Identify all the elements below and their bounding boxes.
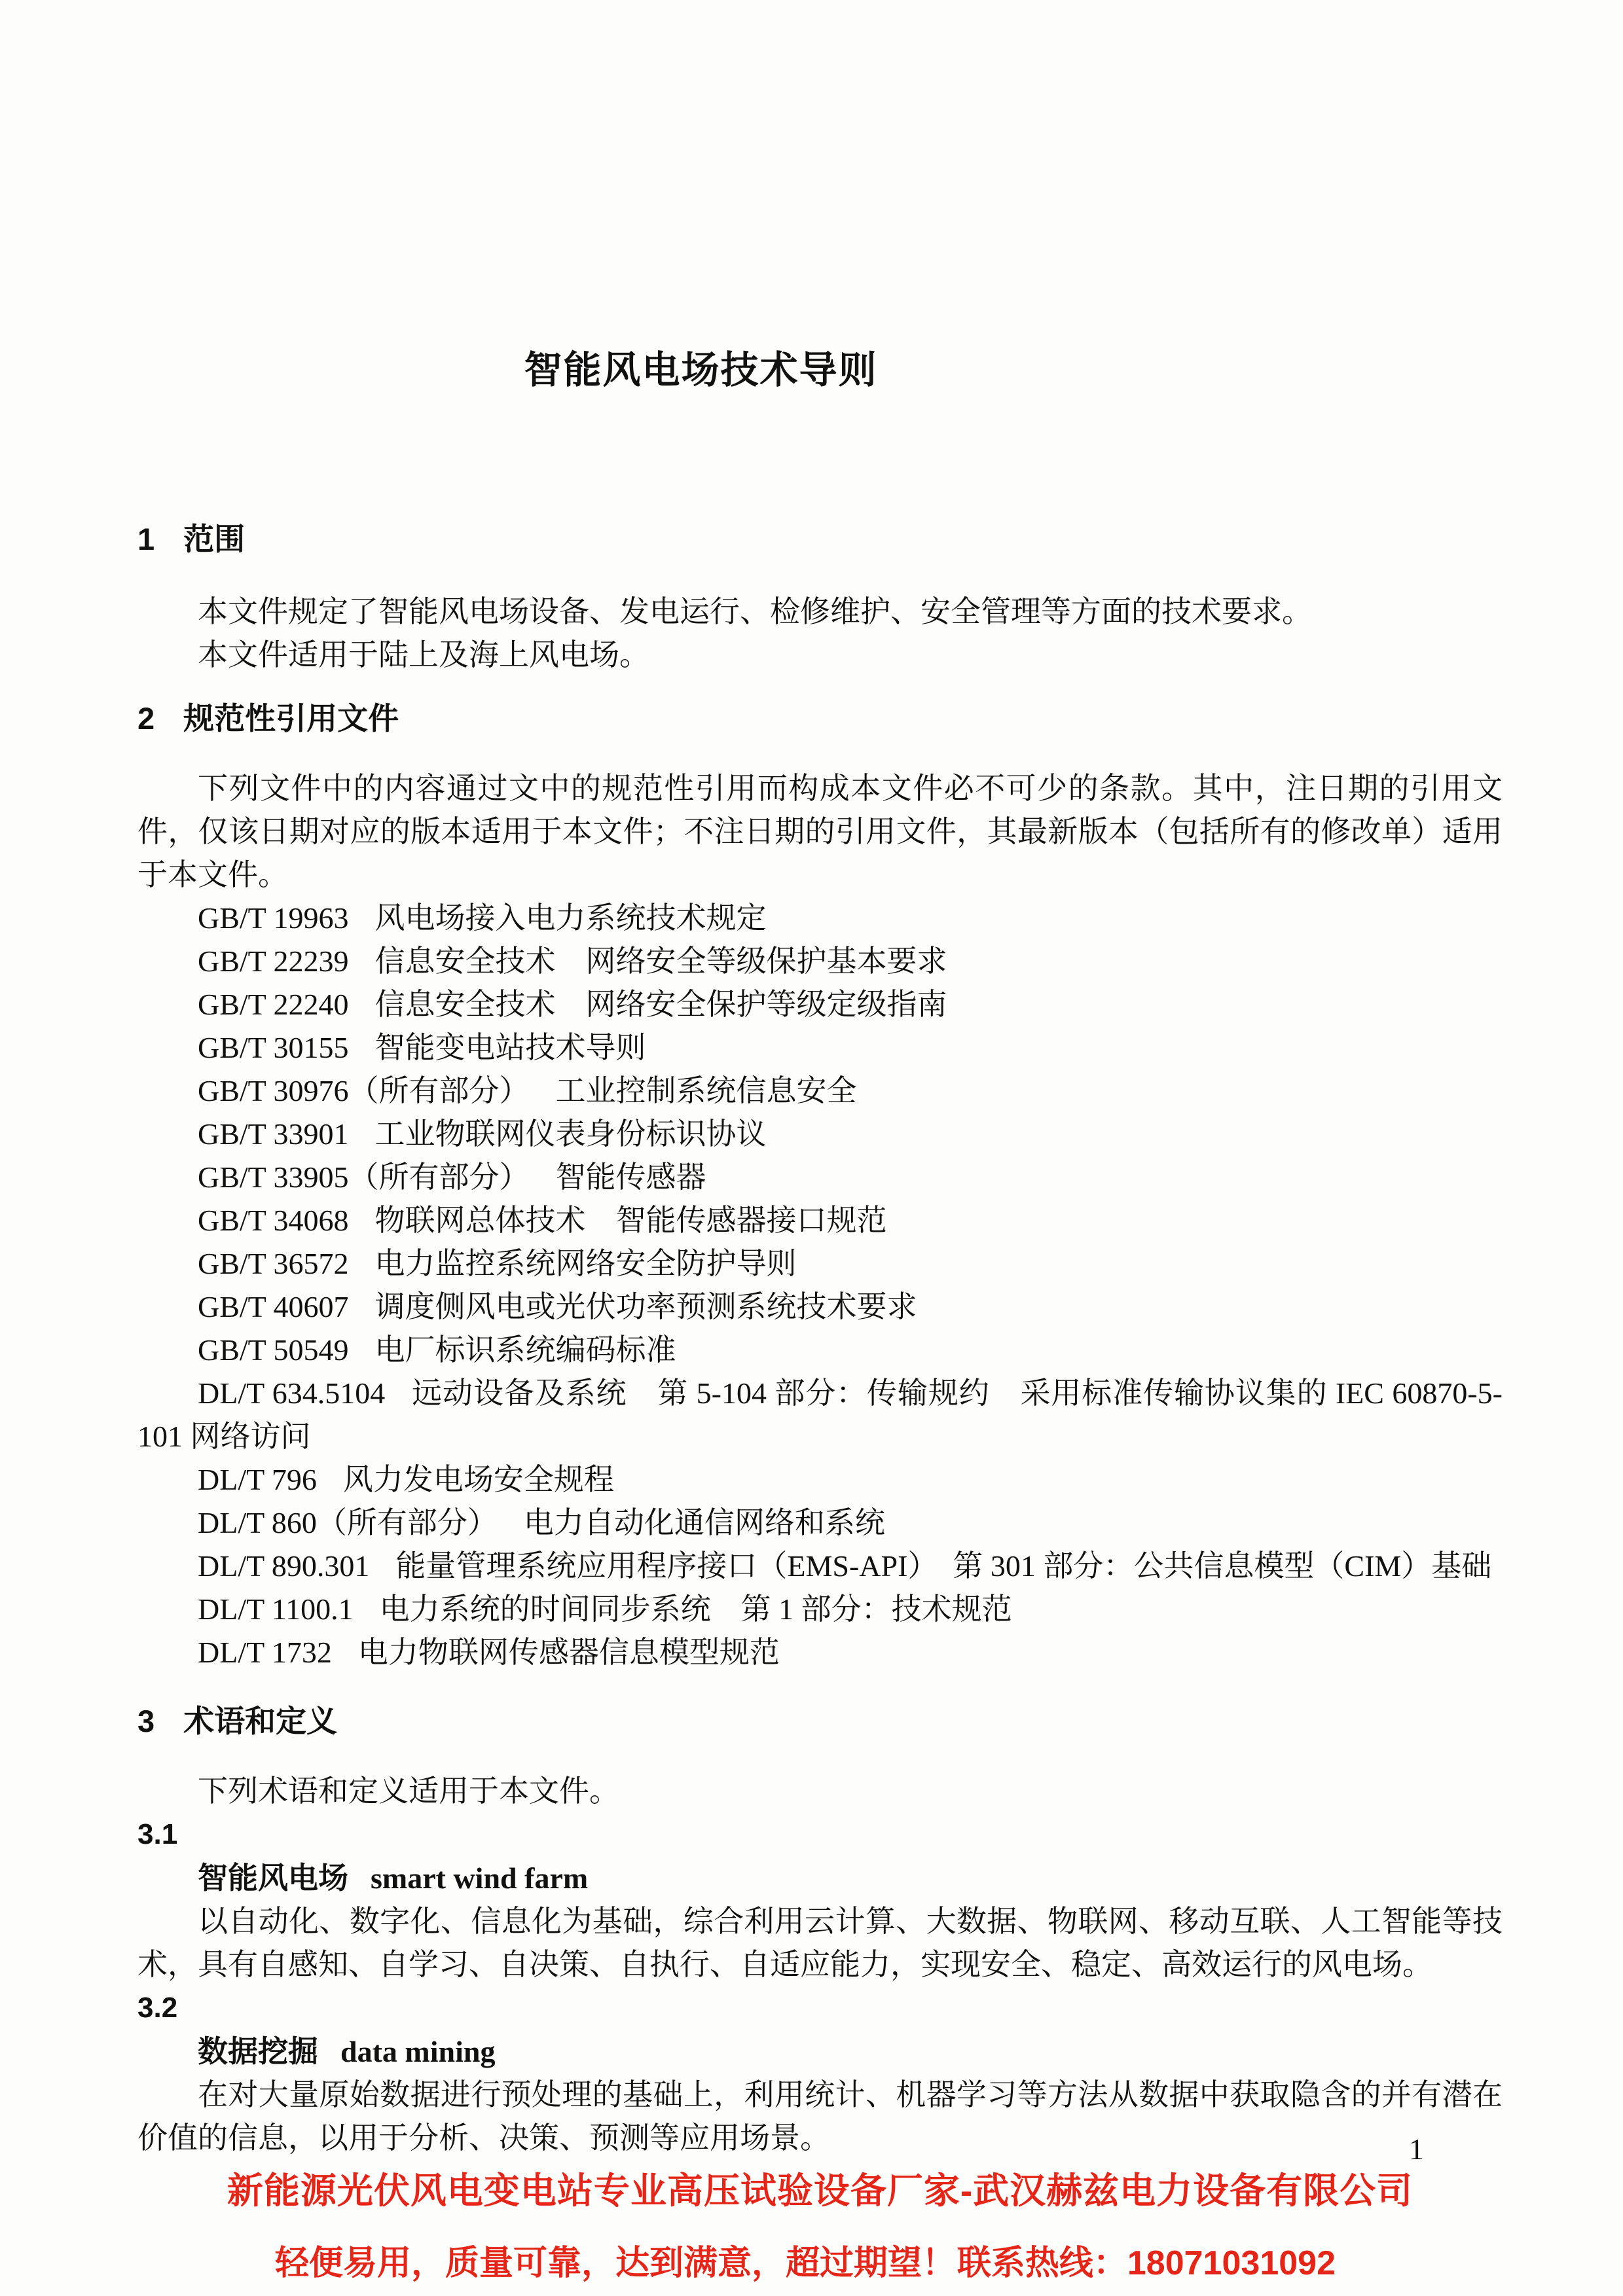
section-2-number: 2 — [137, 701, 155, 736]
footer-hotline: 联系热线：18071031092 — [957, 2244, 1336, 2282]
paragraph: 本文件规定了智能风电场设备、发电运行、检修维护、安全管理等方面的技术要求。 — [198, 595, 1312, 628]
section-1-number: 1 — [137, 522, 155, 556]
reference-item — [137, 1329, 1503, 1372]
reference-code: GB/T 30976（所有部分） — [198, 1074, 530, 1107]
term-3-1-name — [137, 1856, 1503, 1900]
reference-code: DL/T 634.5104 — [198, 1376, 386, 1410]
reference-code: GB/T 34068 — [198, 1204, 349, 1237]
reference-title: 调度侧风电或光伏功率预测系统技术要求 — [374, 1290, 917, 1323]
term-zh-label: 数据挖掘 — [198, 2034, 318, 2068]
reference-title: 工业物联网仪表身份标识协议 — [374, 1117, 767, 1151]
reference-title: 信息安全技术 网络安全保护等级定级指南 — [374, 988, 947, 1021]
term-3-2-definition: 在对大量原始数据进行预处理的基础上，利用统计、机器学习等方法从数据中获取隐含的并有潜在价值的信息，以用于分析、决策、预测等应用场景。 — [137, 2078, 1503, 2155]
reference-code: DL/T 796 — [198, 1463, 317, 1496]
reference-item — [137, 1242, 1503, 1285]
term-en-label: smart wind farm — [371, 1861, 589, 1895]
section-2-title: 规范性引用文件 — [183, 701, 399, 736]
reference-code: DL/T 1100.1 — [198, 1592, 354, 1626]
term-3-1-definition: 以自动化、数字化、信息化为基础，综合利用云计算、大数据、物联网、移动互联、人工智能等技术，具有自感知、自学习、自决策、自执行、自适应能力，实现安全、稳定、高效运行的风电场。 — [137, 1905, 1503, 1981]
reference-item — [137, 1069, 1503, 1113]
reference-title: 电力系统的时间同步系统 第 1 部分：技术规范 — [379, 1592, 1012, 1626]
term-3-2-number: 3.2 — [137, 1992, 178, 2024]
section-3-intro: 下列术语和定义适用于本文件。 — [198, 1774, 619, 1808]
reference-title: 风力发电场安全规程 — [342, 1463, 614, 1496]
term-3-2-name — [137, 2030, 1503, 2073]
section-3-heading — [137, 1703, 1503, 1740]
reference-title: 能量管理系统应用程序接口（EMS-API） 第 301 部分：公共信息模型（CIM）基础 — [395, 1549, 1492, 1583]
reference-title: 工业控制系统信息安全 — [555, 1074, 857, 1107]
reference-title: 电力监控系统网络安全防护导则 — [374, 1247, 797, 1280]
reference-item — [137, 1501, 1503, 1545]
reference-item — [137, 1199, 1503, 1242]
reference-code: DL/T 890.301 — [198, 1549, 370, 1583]
reference-title: 物联网总体技术 智能传感器接口规范 — [374, 1204, 887, 1237]
reference-code: GB/T 22240 — [198, 988, 349, 1021]
reference-title: 智能变电站技术导则 — [374, 1031, 646, 1064]
reference-code: GB/T 19963 — [198, 901, 349, 935]
section-1-content — [137, 590, 1503, 677]
reference-code: GB/T 40607 — [198, 1290, 349, 1323]
reference-code: GB/T 30155 — [198, 1031, 349, 1064]
reference-title: 风电场接入电力系统技术规定 — [374, 901, 767, 935]
reference-title: 电厂标识系统编码标准 — [374, 1333, 676, 1367]
section-2-intro: 下列文件中的内容通过文中的规范性引用而构成本文件必不可少的条款。其中，注日期的引用文件，仅该日期对应的版本适用于本文件；不注日期的引用文件，其最新版本（包括所有的修改单）适用于本文件。 — [137, 772, 1503, 891]
reference-title: 智能传感器 — [555, 1160, 706, 1194]
page-title: 智能风电场技术导则 — [524, 349, 878, 391]
reference-code: DL/T 860（所有部分） — [198, 1506, 498, 1539]
reference-item — [137, 940, 1503, 983]
term-en-label: data mining — [340, 2035, 496, 2068]
section-2-heading — [137, 700, 1503, 737]
reference-code: GB/T 50549 — [198, 1333, 349, 1367]
paragraph: 本文件适用于陆上及海上风电场。 — [198, 638, 649, 672]
reference-title: 电力物联网传感器信息模型规范 — [357, 1636, 780, 1669]
reference-item — [137, 897, 1503, 940]
reference-item — [137, 983, 1503, 1026]
section-3-number: 3 — [137, 1704, 155, 1738]
footer-slogan: 轻便易用，质量可靠，达到满意，超过期望！ — [275, 2244, 957, 2282]
footer-company-line: 新能源光伏风电变电站专业高压试验设备厂家-武汉赫兹电力设备有限公司 — [227, 2170, 1413, 2211]
reference-list — [137, 897, 1503, 1674]
section-1-title: 范围 — [183, 522, 246, 556]
term-zh-label: 智能风电场 — [198, 1861, 348, 1895]
reference-item — [137, 1026, 1503, 1069]
reference-item — [137, 1458, 1503, 1501]
reference-title: 信息安全技术 网络安全等级保护基本要求 — [374, 944, 947, 978]
reference-item — [137, 1285, 1503, 1329]
reference-item — [137, 1545, 1503, 1588]
reference-code: GB/T 36572 — [198, 1247, 349, 1280]
page-number: 1 — [1409, 2132, 1424, 2166]
reference-item — [137, 1588, 1503, 1631]
term-3-1-number: 3.1 — [137, 1818, 178, 1850]
reference-title: 电力自动化通信网络和系统 — [523, 1506, 885, 1539]
footer-slogan-line — [275, 2245, 1336, 2282]
section-1-heading — [137, 521, 1503, 558]
reference-code: GB/T 33901 — [198, 1117, 349, 1151]
reference-item — [137, 1372, 1503, 1458]
reference-code: GB/T 22239 — [198, 944, 349, 978]
document-body — [137, 0, 1503, 2160]
reference-item — [137, 1156, 1503, 1199]
footer-advertisement — [137, 2172, 1503, 2282]
reference-title: 远动设备及系统 第 5-104 部分：传输规约 采用标准传输协议集的 IEC 60870-5-101 网络访问 — [137, 1376, 1503, 1453]
reference-code: DL/T 1732 — [198, 1636, 332, 1669]
reference-item — [137, 1113, 1503, 1156]
reference-item — [137, 1631, 1503, 1674]
section-3-title: 术语和定义 — [183, 1704, 338, 1738]
reference-code: GB/T 33905（所有部分） — [198, 1160, 530, 1194]
